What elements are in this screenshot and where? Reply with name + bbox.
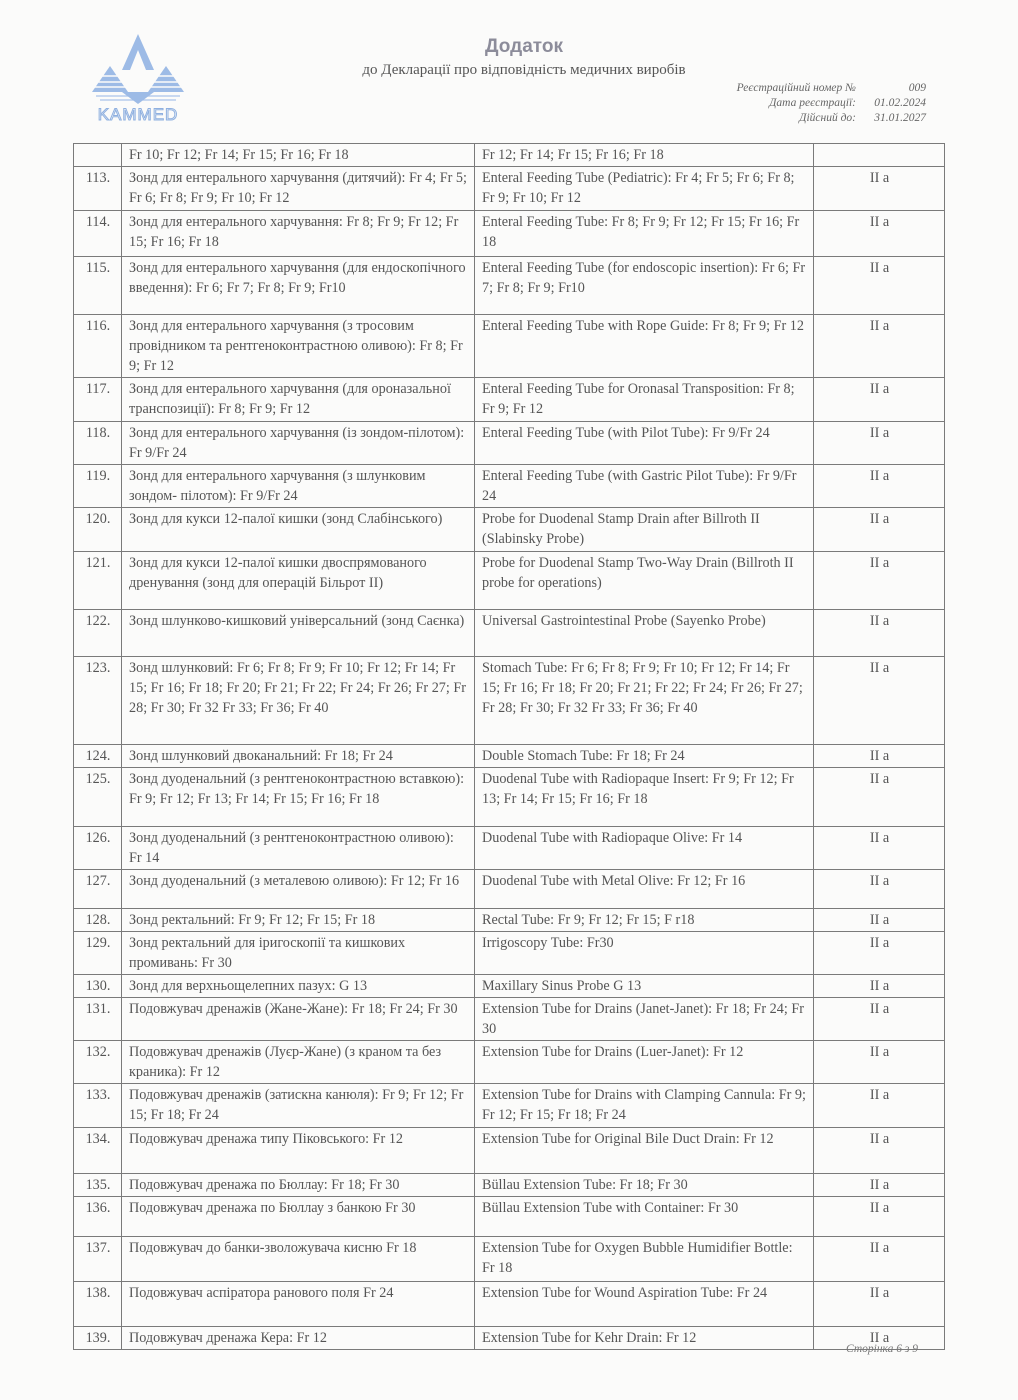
class-cell: II a	[814, 768, 945, 827]
table-row	[74, 1327, 945, 1350]
meta-value: 009	[908, 82, 926, 94]
class-cell: II a	[814, 1282, 945, 1327]
devices-table-body	[74, 144, 945, 1350]
english-name-cell: Duodenal Tube with Radiopaque Olive: Fr 14	[475, 827, 814, 870]
table-row	[74, 657, 945, 745]
english-name-cell: Extension Tube for Kehr Drain: Fr 12	[475, 1327, 814, 1350]
ukrainian-name-cell: Зонд дуоденальний (з рентгеноконтрастною оливою): Fr 14	[122, 827, 475, 870]
meta-label: Дійсний до:	[799, 112, 856, 124]
class-cell: II a	[814, 465, 945, 508]
row-number: 117.	[74, 378, 122, 422]
table-row	[74, 975, 945, 998]
table-row	[74, 1174, 945, 1197]
english-name-cell: Irrigoscopy Tube: Fr30	[475, 932, 814, 975]
english-name-cell: Enteral Feeding Tube: Fr 8; Fr 9; Fr 12; Fr 15; Fr 16; Fr 18	[475, 211, 814, 257]
row-number: 118.	[74, 422, 122, 465]
ukrainian-name-cell: Зонд для ентерального харчування (дитячий): Fr 4; Fr 5; Fr 6; Fr 8; Fr 9; Fr 10; Fr 12	[122, 167, 475, 211]
meta-label: Реєстраційний номер №	[736, 82, 856, 94]
row-number: 129.	[74, 932, 122, 975]
class-cell: II a	[814, 745, 945, 768]
english-name-cell: Extension Tube for Oxygen Bubble Humidifier Bottle: Fr 18	[475, 1237, 814, 1282]
ukrainian-name-cell: Fr 10; Fr 12; Fr 14; Fr 15; Fr 16; Fr 18	[122, 144, 475, 167]
english-name-cell: Enteral Feeding Tube (with Pilot Tube): Fr 9/Fr 24	[475, 422, 814, 465]
english-name-cell: Probe for Duodenal Stamp Two-Way Drain (Billroth II probe for operations)	[475, 552, 814, 610]
svg-text:KAMMED: KAMMED	[97, 105, 179, 124]
class-cell: II a	[814, 1041, 945, 1084]
table-row	[74, 909, 945, 932]
registration-date-row	[737, 96, 926, 111]
class-cell: II a	[814, 1084, 945, 1128]
ukrainian-name-cell: Зонд дуоденальний (з металевою оливою): Fr 12; Fr 16	[122, 870, 475, 909]
class-cell: II a	[814, 167, 945, 211]
english-name-cell: Maxillary Sinus Probe G 13	[475, 975, 814, 998]
row-number: 120.	[74, 508, 122, 552]
table-row	[74, 998, 945, 1041]
ukrainian-name-cell: Зонд для ентерального харчування (для ороназальної транспозиції): Fr 8; Fr 9; Fr 12	[122, 378, 475, 422]
row-number: 128.	[74, 909, 122, 932]
row-number: 116.	[74, 315, 122, 378]
english-name-cell: Extension Tube for Drains with Clamping Cannula: Fr 9; Fr 12; Fr 15; Fr 18; Fr 24	[475, 1084, 814, 1128]
english-name-cell: Double Stomach Tube: Fr 18; Fr 24	[475, 745, 814, 768]
row-number: 135.	[74, 1174, 122, 1197]
ukrainian-name-cell: Зонд шлунково-кишковий універсальний (зонд Саєнка)	[122, 610, 475, 657]
class-cell: II a	[814, 552, 945, 610]
english-name-cell: Rectal Tube: Fr 9; Fr 12; Fr 15; F r18	[475, 909, 814, 932]
class-cell: II a	[814, 378, 945, 422]
row-number: 132.	[74, 1041, 122, 1084]
row-number: 133.	[74, 1084, 122, 1128]
row-number: 115.	[74, 257, 122, 315]
ukrainian-name-cell: Подовжувач дренажів (затискна канюля): Fr 9; Fr 12; Fr 15; Fr 18; Fr 24	[122, 1084, 475, 1128]
ukrainian-name-cell: Зонд для ентерального харчування (із зондом-пілотом): Fr 9/Fr 24	[122, 422, 475, 465]
row-number: 139.	[74, 1327, 122, 1350]
row-number: 134.	[74, 1128, 122, 1174]
table-row	[74, 257, 945, 315]
english-name-cell: Stomach Tube: Fr 6; Fr 8; Fr 9; Fr 10; Fr 12; Fr 14; Fr 15; Fr 16; Fr 18; Fr 20; Fr 21; Fr 22; Fr 24; Fr 26; Fr 27; Fr 28; Fr 30; Fr 32 Fr 33; Fr 36; Fr 40	[475, 657, 814, 745]
class-cell: II a	[814, 508, 945, 552]
class-cell: II a	[814, 909, 945, 932]
class-cell: II a	[814, 257, 945, 315]
english-name-cell: Büllau Extension Tube: Fr 18; Fr 30	[475, 1174, 814, 1197]
table-row	[74, 1237, 945, 1282]
table-row	[74, 768, 945, 827]
table-row	[74, 167, 945, 211]
class-cell: II a	[814, 1128, 945, 1174]
row-number: 121.	[74, 552, 122, 610]
table-row	[74, 1084, 945, 1128]
class-cell: II a	[814, 422, 945, 465]
english-name-cell: Enteral Feeding Tube for Oronasal Transposition: Fr 8; Fr 9; Fr 12	[475, 378, 814, 422]
meta-value: 01.02.2024	[874, 97, 926, 109]
class-cell: II a	[814, 827, 945, 870]
registration-info	[737, 81, 926, 126]
english-name-cell: Enteral Feeding Tube (for endoscopic insertion): Fr 6; Fr 7; Fr 8; Fr 9; Fr10	[475, 257, 814, 315]
ukrainian-name-cell: Зонд шлунковий: Fr 6; Fr 8; Fr 9; Fr 10; Fr 12; Fr 14; Fr 15; Fr 16; Fr 18; Fr 20; Fr 21; Fr 22; Fr 24; Fr 26; Fr 27; Fr 28; Fr 30; Fr 32 Fr 33; Fr 36; Fr 40	[122, 657, 475, 745]
ukrainian-name-cell: Зонд для ентерального харчування: Fr 8; Fr 9; Fr 12; Fr 15; Fr 16; Fr 18	[122, 211, 475, 257]
english-name-cell: Enteral Feeding Tube (Pediatric): Fr 4; Fr 5; Fr 6; Fr 8; Fr 9; Fr 10; Fr 12	[475, 167, 814, 211]
table-row	[74, 144, 945, 167]
class-cell: II a	[814, 975, 945, 998]
english-name-cell: Enteral Feeding Tube with Rope Guide: Fr 8; Fr 9; Fr 12	[475, 315, 814, 378]
english-name-cell: Duodenal Tube with Radiopaque Insert: Fr 9; Fr 12; Fr 13; Fr 14; Fr 15; Fr 16; Fr 18	[475, 768, 814, 827]
row-number: 114.	[74, 211, 122, 257]
class-cell: II a	[814, 657, 945, 745]
table-row	[74, 378, 945, 422]
valid-until-row	[737, 111, 926, 126]
row-number: 130.	[74, 975, 122, 998]
english-name-cell: Büllau Extension Tube with Container: Fr 30	[475, 1197, 814, 1237]
row-number: 126.	[74, 827, 122, 870]
ukrainian-name-cell: Подовжувач дренажів (Жане-Жане): Fr 18; Fr 24; Fr 30	[122, 998, 475, 1041]
ukrainian-name-cell: Подовжувач дренажа Кера: Fr 12	[122, 1327, 475, 1350]
ukrainian-name-cell: Зонд ректальний для іригоскопії та кишкових промивань: Fr 30	[122, 932, 475, 975]
english-name-cell: Probe for Duodenal Stamp Drain after Billroth II (Slabinsky Probe)	[475, 508, 814, 552]
ukrainian-name-cell: Зонд для ентерального харчування (для ендоскопічного введення): Fr 6; Fr 7; Fr 8; Fr 9; Fr10	[122, 257, 475, 315]
table-row	[74, 465, 945, 508]
row-number: 131.	[74, 998, 122, 1041]
ukrainian-name-cell: Зонд шлунковий двоканальний: Fr 18; Fr 24	[122, 745, 475, 768]
english-name-cell: Fr 12; Fr 14; Fr 15; Fr 16; Fr 18	[475, 144, 814, 167]
class-cell	[814, 144, 945, 167]
ukrainian-name-cell: Зонд дуоденальний (з рентгеноконтрастною вставкою): Fr 9; Fr 12; Fr 13; Fr 14; Fr 15; Fr 16; Fr 18	[122, 768, 475, 827]
row-number: 124.	[74, 745, 122, 768]
ukrainian-name-cell: Подовжувач дренажа по Бюллау: Fr 18; Fr 30	[122, 1174, 475, 1197]
table-row	[74, 610, 945, 657]
ukrainian-name-cell: Подовжувач дренажів (Луєр-Жане) (з краном та без краника): Fr 12	[122, 1041, 475, 1084]
class-cell: II a	[814, 1174, 945, 1197]
ukrainian-name-cell: Подовжувач дренажа по Бюллау з банкою Fr 30	[122, 1197, 475, 1237]
ukrainian-name-cell: Подовжувач дренажа типу Піковського: Fr 12	[122, 1128, 475, 1174]
row-number: 138.	[74, 1282, 122, 1327]
row-number	[74, 144, 122, 167]
ukrainian-name-cell: Зонд для кукси 12-палої кишки (зонд Слабінського)	[122, 508, 475, 552]
ukrainian-name-cell: Зонд для ентерального харчування (з тросовим провідником та рентгеноконтрастною оливою): Fr 8; Fr 9; Fr 12	[122, 315, 475, 378]
row-number: 136.	[74, 1197, 122, 1237]
english-name-cell: Enteral Feeding Tube (with Gastric Pilot Tube): Fr 9/Fr 24	[475, 465, 814, 508]
document-subtitle: до Декларації про відповідність медичних виробів	[362, 62, 686, 78]
table-row	[74, 827, 945, 870]
english-name-cell: Extension Tube for Original Bile Duct Drain: Fr 12	[475, 1128, 814, 1174]
class-cell: II a	[814, 932, 945, 975]
class-cell: II a	[814, 1327, 945, 1350]
table-row	[74, 552, 945, 610]
table-row	[74, 870, 945, 909]
class-cell: II a	[814, 998, 945, 1041]
table-row	[74, 1041, 945, 1084]
registration-number-row	[737, 81, 926, 96]
table-row	[74, 315, 945, 378]
row-number: 113.	[74, 167, 122, 211]
table-row	[74, 1128, 945, 1174]
devices-table	[73, 143, 945, 1350]
class-cell: II a	[814, 1237, 945, 1282]
meta-value: 31.01.2027	[874, 112, 926, 124]
english-name-cell: Extension Tube for Wound Aspiration Tube: Fr 24	[475, 1282, 814, 1327]
ukrainian-name-cell: Зонд ректальний: Fr 9; Fr 12; Fr 15; Fr 18	[122, 909, 475, 932]
table-row	[74, 211, 945, 257]
ukrainian-name-cell: Подовжувач до банки-зволожувача кисню Fr 18	[122, 1237, 475, 1282]
row-number: 119.	[74, 465, 122, 508]
table-row	[74, 1197, 945, 1237]
row-number: 122.	[74, 610, 122, 657]
ukrainian-name-cell: Зонд для кукси 12-палої кишки двоспрямованого дренування (зонд для операцій Більрот II)	[122, 552, 475, 610]
ukrainian-name-cell: Зонд для верхньощелепних пазух: G 13	[122, 975, 475, 998]
class-cell: II a	[814, 610, 945, 657]
class-cell: II a	[814, 211, 945, 257]
ukrainian-name-cell: Зонд для ентерального харчування (з шлунковим зондом- пілотом): Fr 9/Fr 24	[122, 465, 475, 508]
document-title: Додаток	[485, 36, 563, 57]
table-row	[74, 932, 945, 975]
meta-label: Дата реєстрації:	[769, 97, 856, 109]
ukrainian-name-cell: Подовжувач аспіратора ранового поля Fr 24	[122, 1282, 475, 1327]
english-name-cell: Extension Tube for Drains (Janet-Janet): Fr 18; Fr 24; Fr 30	[475, 998, 814, 1041]
english-name-cell: Universal Gastrointestinal Probe (Sayenko Probe)	[475, 610, 814, 657]
class-cell: II a	[814, 315, 945, 378]
row-number: 123.	[74, 657, 122, 745]
row-number: 137.	[74, 1237, 122, 1282]
english-name-cell: Duodenal Tube with Metal Olive: Fr 12; Fr 16	[475, 870, 814, 909]
table-row	[74, 508, 945, 552]
class-cell: II a	[814, 1197, 945, 1237]
row-number: 125.	[74, 768, 122, 827]
table-row	[74, 1282, 945, 1327]
table-row	[74, 422, 945, 465]
table-row	[74, 745, 945, 768]
english-name-cell: Extension Tube for Drains (Luer-Janet): Fr 12	[475, 1041, 814, 1084]
class-cell: II a	[814, 870, 945, 909]
page-number: Сторінка 6 з 9	[846, 1343, 918, 1355]
row-number: 127.	[74, 870, 122, 909]
